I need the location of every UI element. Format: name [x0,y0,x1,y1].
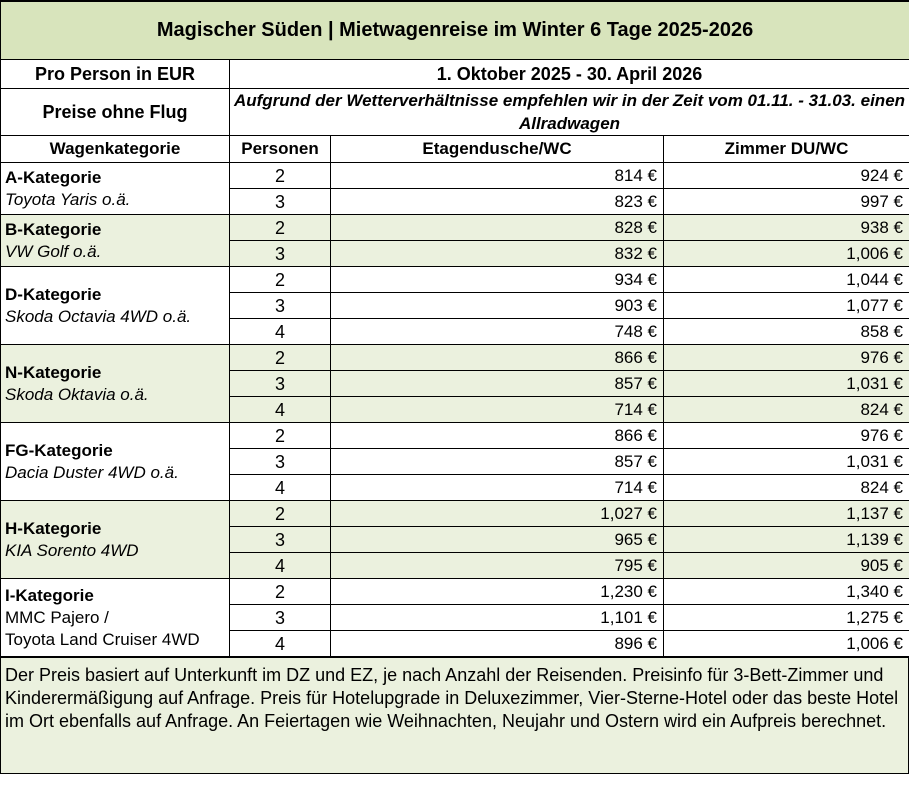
room-shower-price: 1,044 € [664,267,909,293]
table-row [1,163,909,189]
persons-cell: 3 [230,241,331,267]
shared-shower-price: 866 € [331,345,664,371]
persons-cell: 2 [230,163,331,189]
persons-cell: 4 [230,397,331,423]
persons-cell: 2 [230,267,331,293]
category-cell [1,423,230,501]
persons-cell: 2 [230,501,331,527]
table-row [1,215,909,241]
shared-shower-price: 814 € [331,163,664,189]
room-shower-price: 1,031 € [664,449,909,475]
room-shower-price: 1,006 € [664,631,909,657]
table-row [1,423,909,449]
room-shower-price: 858 € [664,319,909,345]
room-shower-price: 976 € [664,345,909,371]
shared-shower-price: 1,027 € [331,501,664,527]
persons-cell: 3 [230,527,331,553]
column-header-persons: Personen [230,136,331,163]
category-vehicle: Dacia Duster 4WD o.ä. [5,462,179,482]
persons-cell: 2 [230,579,331,605]
category-vehicle: VW Golf o.ä. [5,241,102,261]
shared-shower-price: 857 € [331,449,664,475]
category-name: D-Kategorie [5,284,102,304]
table-row [1,501,909,527]
shared-shower-price: 903 € [331,293,664,319]
shared-shower-price: 828 € [331,215,664,241]
shared-shower-price: 1,101 € [331,605,664,631]
category-vehicle: KIA Sorento 4WD [5,540,139,560]
room-shower-price: 1,031 € [664,371,909,397]
persons-cell: 2 [230,345,331,371]
shared-shower-price: 714 € [331,475,664,501]
room-shower-price: 924 € [664,163,909,189]
persons-cell: 3 [230,449,331,475]
footer-note: Der Preis basiert auf Unterkunft im DZ und EZ, je nach Anzahl der Reisenden. Preisinfo für 3-Bett-Zimmer und Kinderermäßigung auf Anfrage. Preis für Hotelupgrade in Deluxezimmer, Vier-Sterne-Hotel oder das beste Hotel im Ort ebenfalls auf Anfrage. An Feiertagen wie Weihnachten, Neujahr und Ostern wird ein Aufpreis berechnet. [1,658,909,774]
persons-cell: 3 [230,293,331,319]
persons-cell: 3 [230,371,331,397]
category-vehicle: Toyota Yaris o.ä. [5,189,131,209]
room-shower-price: 824 € [664,475,909,501]
room-shower-price: 905 € [664,553,909,579]
category-cell [1,267,230,345]
shared-shower-price: 823 € [331,189,664,215]
persons-cell: 2 [230,423,331,449]
category-cell [1,345,230,423]
weather-note: Aufgrund der Wetterverhältnisse empfehlen wir in der Zeit vom 01.11. - 31.03. einen Allradwagen [230,89,909,136]
shared-shower-price: 795 € [331,553,664,579]
category-name: H-Kategorie [5,518,102,538]
category-name: I-Kategorie [5,585,94,605]
shared-shower-price: 965 € [331,527,664,553]
category-vehicle: Skoda Octavia 4WD o.ä. [5,306,192,326]
column-header-category: Wagenkategorie [1,136,230,163]
room-shower-price: 1,275 € [664,605,909,631]
persons-cell: 2 [230,215,331,241]
category-name: B-Kategorie [5,219,102,239]
persons-cell: 4 [230,475,331,501]
persons-cell: 3 [230,189,331,215]
category-vehicle: MMC Pajero / [5,607,109,627]
shared-shower-price: 896 € [331,631,664,657]
category-cell [1,501,230,579]
travel-period: 1. Oktober 2025 - 30. April 2026 [230,60,909,89]
table-row [1,579,909,605]
persons-cell: 4 [230,631,331,657]
column-header-shared-shower: Etagendusche/WC [331,136,664,163]
shared-shower-price: 1,230 € [331,579,664,605]
room-shower-price: 1,340 € [664,579,909,605]
persons-cell: 4 [230,319,331,345]
category-name: A-Kategorie [5,167,102,187]
room-shower-price: 1,137 € [664,501,909,527]
category-vehicle: Skoda Oktavia o.ä. [5,384,149,404]
room-shower-price: 938 € [664,215,909,241]
room-shower-price: 976 € [664,423,909,449]
category-vehicle: Toyota Land Cruiser 4WD [5,629,200,649]
footer-table [0,657,909,774]
room-shower-price: 824 € [664,397,909,423]
per-person-label: Pro Person in EUR [1,60,230,89]
shared-shower-price: 832 € [331,241,664,267]
column-header-room-shower: Zimmer DU/WC [664,136,909,163]
shared-shower-price: 857 € [331,371,664,397]
room-shower-price: 1,006 € [664,241,909,267]
category-name: N-Kategorie [5,362,102,382]
table-title: Magischer Süden | Mietwagenreise im Winter 6 Tage 2025-2026 [1,1,909,60]
table-row [1,345,909,371]
shared-shower-price: 866 € [331,423,664,449]
room-shower-price: 997 € [664,189,909,215]
persons-cell: 4 [230,553,331,579]
room-shower-price: 1,077 € [664,293,909,319]
category-name: FG-Kategorie [5,440,113,460]
category-cell [1,215,230,267]
table-row [1,267,909,293]
category-cell [1,163,230,215]
shared-shower-price: 934 € [331,267,664,293]
shared-shower-price: 714 € [331,397,664,423]
category-cell [1,579,230,657]
persons-cell: 3 [230,605,331,631]
shared-shower-price: 748 € [331,319,664,345]
no-flight-label: Preise ohne Flug [1,89,230,136]
room-shower-price: 1,139 € [664,527,909,553]
